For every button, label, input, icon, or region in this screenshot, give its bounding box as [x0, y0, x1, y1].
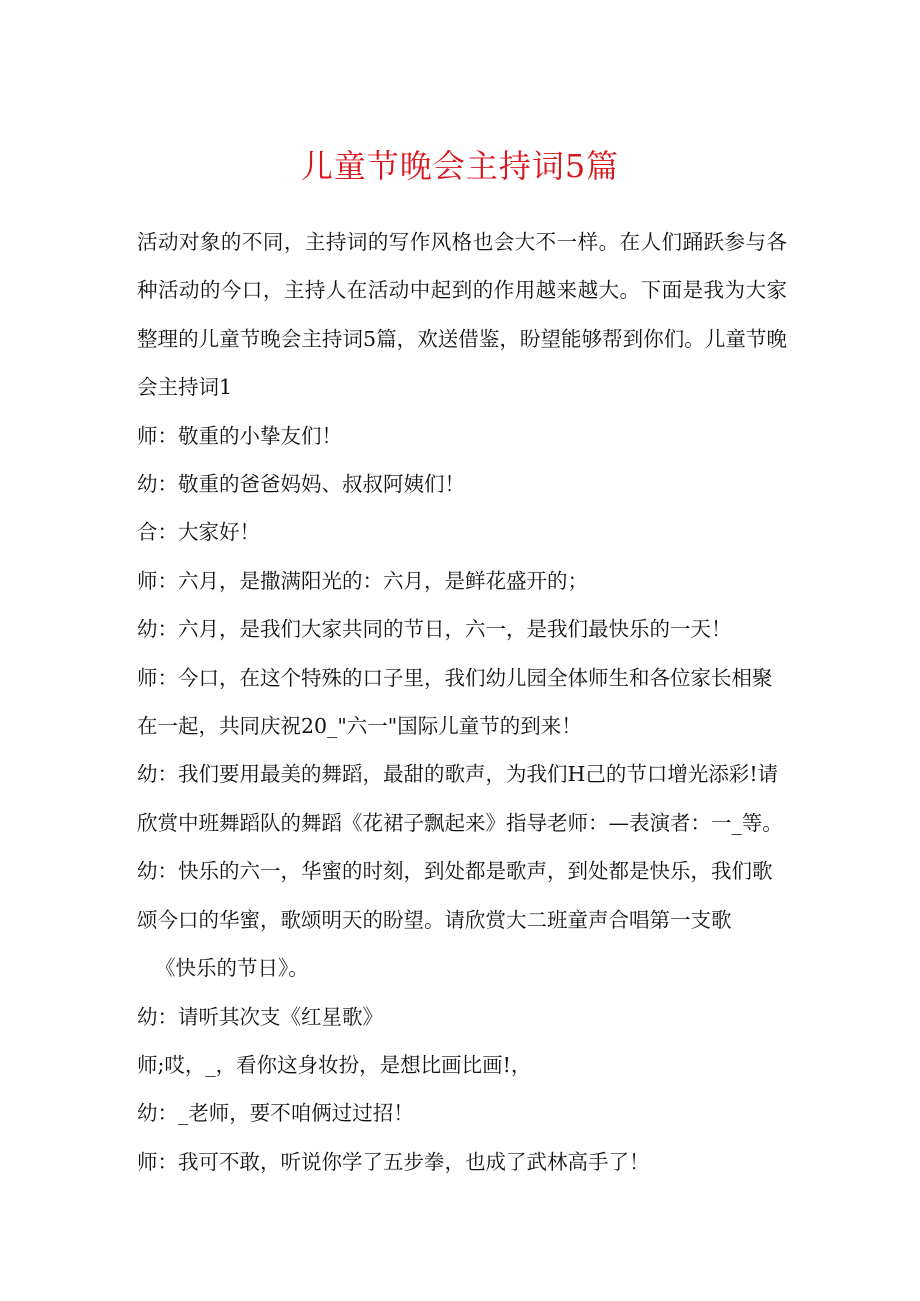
document-body: [137, 218, 787, 1186]
dialogue-line: 幼：快乐的六一，华蜜的时刻，到处都是歌声，到处都是快乐，我们歌颂今口的华蜜，歌颂明天的盼望。请欣赏大二班童声合唱第一支歌: [137, 859, 773, 932]
dialogue-line: 《快乐的节日》。: [155, 956, 309, 981]
dialogue-line: 幼：敬重的爸爸妈妈、叔叔阿姨们！: [137, 472, 465, 497]
dialogue-line: 师：六月，是撒满阳光的：六月，是鲜花盛开的；: [137, 568, 588, 593]
dialogue-line: 幼：六月，是我们大家共同的节日，六一，是我们最快乐的一天！: [137, 617, 732, 642]
dialogue-line: 师;哎，_，看你这身妆扮，是想比画比画!，: [137, 1052, 532, 1077]
dialogue-line: 师：今口，在这个特殊的口子里，我们幼儿园全体师生和各位家长相聚在一起，共同庆祝20_"六一"国际儿童节的到来！: [137, 665, 773, 739]
dialogue-line: 师：敬重的小挚友们！: [137, 423, 342, 448]
dialogue-line: 幼：请听其次支《红星歌》: [137, 1004, 383, 1029]
intro-paragraph: 活动对象的不同，主持词的写作风格也会大不一样。在人们踊跃参与各种活动的今口，主持人在活动中起到的作用越来越大。下面是我为大家整理的儿童节晚会主持词5篇，欢送借鉴，盼望能够帮到你们。儿童节晚会主持词1: [137, 230, 787, 400]
document-title: 儿童节晚会主持词5篇: [300, 147, 620, 185]
dialogue-line: 幼：_老师，要不咱俩过过招！: [137, 1101, 414, 1126]
dialogue-line: 合：大家好！: [137, 520, 260, 545]
dialogue-line: 师：我可不敢，听说你学了五步拳，也成了武林高手了！: [137, 1149, 650, 1174]
dialogue-line: 幼：我们要用最美的舞蹈，最甜的歌声，为我们H己的节口增光添彩!请欣赏中班舞蹈队的舞蹈《花裙子飘起来》指导老师：—表演者：一_等。: [137, 762, 783, 835]
